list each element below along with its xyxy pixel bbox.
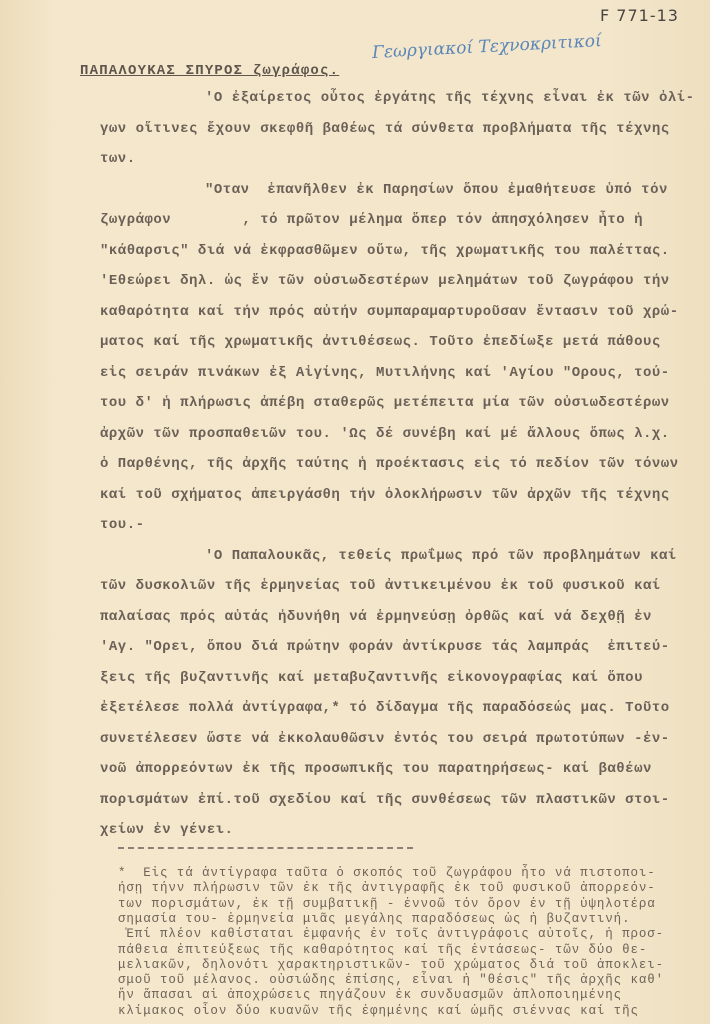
text-line: εἰς σειράν πινάκων ἐξ Αἰγίνης, Μυτιλήνης καί 'Αγίου "Ορους, τού- <box>100 364 670 381</box>
text-line: ματος καί τῆς χρωματικῆς ἀντιθέσεως. Τοῦτο ἐπεδίωξε μετά πάθους <box>100 334 661 350</box>
text-line: γων οἵτινες ἔχουν σκεφθῆ βαθέως τά σύνθετα προβλήματα τῆς τέχνης <box>100 120 670 137</box>
footnote-line: ἥν ἅπασαι αἱ ἀποχρώσεις πηγάζουν ἐκ συνδυασμῶν ἁπλοποιημένης <box>118 988 623 1003</box>
text-line: καί τοῦ σχήματος ἀπειργάσθη τήν ὁλοκλήρωσιν τῶν ἀρχῶν τῆς τέχνης <box>100 486 670 503</box>
footnote-line: των πορισμάτων, ἐκ τῇ συμβατικῇ - ἐννοῶ τόν ὅρον ἐν τῇ ὑψηλοτέρα <box>118 896 656 911</box>
archive-reference-number: F 771-13 <box>600 6 679 25</box>
text-line: του δ' ἡ πλήρωσις ἀπέβη σταθερῶς μετέπειτα μία τῶν οὐσιωδεστέρων <box>100 395 670 411</box>
text-line: "Οταν ἐπανῆλθεν ἐκ Παρησίων ὅπου ἐμαθήτευσε ὑπό τόν <box>205 181 668 198</box>
footnote-separator <box>118 847 413 849</box>
document-heading: ΠΑΠΑΛΟΥΚΑΣ ΣΠΥΡΟΣ ζωγράφος. <box>80 63 340 79</box>
text-line: πορισμάτων ἐπί.τοῦ σχεδίου καί τῆς συνθέσεως τῶν πλαστικῶν στοι- <box>100 791 670 808</box>
footnote-line: ήσῃ τήνν πλήρωσιν τῶν ἐκ τῆς ἀντιγραφῆς ἐκ τοῦ φυσικοῦ ἀπορρεόν- <box>118 881 656 896</box>
text-line: 'Ο ἐξαίρετος οὗτος ἐργάτης τῆς τέχνης εἶναι ἐκ τῶν ὀλί- <box>205 90 695 106</box>
text-line: ἐξετέλεσε πολλά ἀντίγραφα,* τό δίδαγμα τῆς παραδόσεώς μας. Τοῦτο <box>100 700 670 716</box>
text-line: 'Αγ. "Ορει, ὅπου διά πρώτην φοράν ἀντίκρυσε τάς λαμπράς ἐπιτεύ- <box>100 639 670 655</box>
footnote-line: Ἐπί πλέον καθίσταται ἐμφανής ἐν τοῖς ἀντιγράφοις αὐτοῖς, ἡ προσ- <box>118 927 665 942</box>
text-line: ἀρχῶν τῶν προσπαθειῶν του. 'Ως δέ συνέβη καί μέ ἄλλους ὅπως λ.χ. <box>100 425 670 442</box>
text-line: των. <box>100 151 136 167</box>
text-line: χείων ἐν γένει. <box>100 822 234 838</box>
footnote-line: πάθεια ἐπιτεύξεως τῆς καθαρότητος καί τῆς ἐντάσεως- τῶν δύο θε- <box>118 942 648 957</box>
text-line: παλαίσας πρός αὐτάς ἠδυνήθη νά ἑρμηνεύσῃ ὀρθῶς καί νά δεχθῇ ἐν <box>100 608 652 625</box>
text-line: καθαρότητα καί τήν πρός αὐτήν συμπαραμαρτυροῦσαν ἔντασιν τοῦ χρώ- <box>100 303 679 320</box>
text-line: 'Εθεώρει δηλ. ὡς ἕν τῶν οὐσιωδεστέρων μελημάτων τοῦ ζωγράφου τήν <box>100 273 670 289</box>
footnote-line: * Εἰς τά ἀντίγραφα ταῦτα ὁ σκοπός τοῦ ζωγράφου ἦτο νά πιστοποι- <box>118 866 656 880</box>
footnote-line: σμοῦ τοῦ μέλανος. οὐσιώδης ἐπίσης, εἶναι ἡ "θέσις" τῆς ἀρχῆς καθ' <box>118 973 665 988</box>
text-line: ζωγράφον , τό πρῶτον μέλημα ὅπερ τόν ἀπησχόλησεν ἦτο ἡ <box>100 212 643 228</box>
text-line: νοῶ ἀπορρεόντων ἐκ τῆς προσωπικῆς του παρατηρήσεως- καί βαθέων <box>100 761 652 777</box>
text-line: "κάθαρσις" διά νά ἐκφρασθῶμεν οὕτω, τῆς χρωματικῆς του παλέττας. <box>100 242 670 259</box>
text-line: συνετέλεσεν ὥστε νά ἐκκολαυθῶσιν ἐντός του σειρά πρωτοτύπων -ἐν- <box>100 730 670 747</box>
text-line: του.- <box>100 517 145 533</box>
text-line: τῶν δυσκολιῶν τῆς ἑρμηνείας τοῦ ἀντικειμένου ἐκ τοῦ φυσικοῦ καί <box>100 578 661 594</box>
footnote-line: κλίμακος οἷον δύο κυανῶν τῆς ἐφημένης καί ὠμῆς σιέννας καί τῆς <box>118 1003 639 1018</box>
text-line: ὁ Παρθένης, τῆς ἀρχῆς ταύτης ἡ προέκτασις εἰς τό πεδίον τῶν τόνων <box>100 456 679 472</box>
text-line: 'Ο Παπαλουκᾶς, τεθείς πρωΐμως πρό τῶν προβλημάτων καί <box>205 547 677 564</box>
text-line: ξεις τῆς βυζαντινῆς καί μεταβυζαντινῆς εἰκονογραφίας καί ὅπου <box>100 669 643 686</box>
footnote-line: μελιακῶν, δηλονότι χαρακτηριστικῶν- τοῦ χρώματος διά τοῦ ἀποκλει- <box>118 957 665 972</box>
handwritten-annotation: Γεωργιακοί Τεχνοκριτικοί <box>371 31 603 63</box>
footnote-line: σημασία του- ἑρμηνεία μιᾶς μεγάλης παραδόσεως ὡς ἡ βυζαντινή. <box>118 911 631 926</box>
